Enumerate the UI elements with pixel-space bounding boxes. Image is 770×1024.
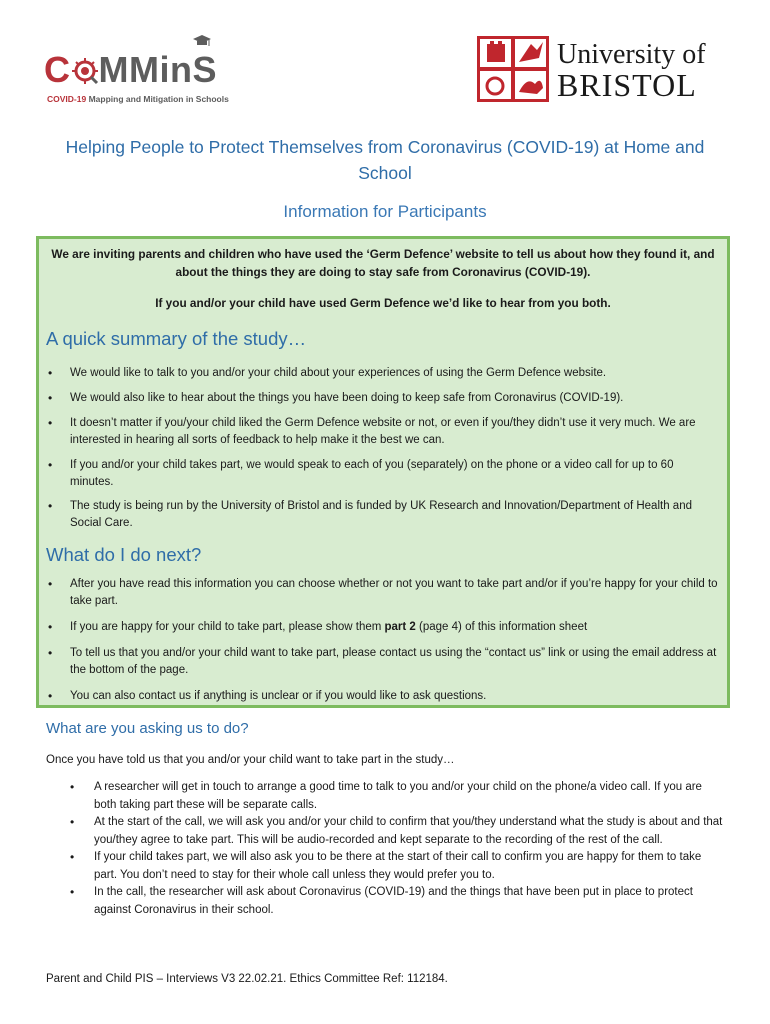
list-item: • In the call, the researcher will ask about Coronavirus (COVID-19) and the things that have been put in place to protect against Coronavirus in their school.	[68, 884, 726, 919]
list-item: • If you and/or your child takes part, we would speak to each of you (separately) on the phone or a video call for up to 60 minutes.	[46, 457, 718, 491]
list-item: • We would also like to hear about the things you have been doing to keep safe from Coronavirus (COVID-19).	[46, 390, 718, 407]
intro-paragraph: We are inviting parents and children who have used the ‘Germ Defence’ website to tell us about how they found it, and about the things they are doing to stay safe from Coronavirus (COVID-19).	[51, 247, 715, 279]
asking-heading: What are you asking us to do?	[46, 720, 249, 737]
list-item-text-end: (page 4) of this information sheet	[415, 621, 588, 633]
document-subtitle: Information for Participants	[283, 202, 487, 221]
uob-line1: University of	[557, 39, 706, 70]
uob-line2: BRISTOL	[557, 67, 697, 103]
next-steps-heading: What do I do next?	[46, 544, 202, 565]
list-item: • We would like to talk to you and/or your child about your experiences of using the Germ Defence website.	[46, 365, 718, 382]
summary-list	[46, 365, 718, 532]
list-item: • To tell us that you and/or your child want to take part, please contact us using the “contact us” link or using the email address at the bottom of the page.	[46, 645, 718, 679]
intro-callout: If you and/or your child have used Germ Defence we’d like to hear from you both.	[155, 296, 611, 310]
page-footer: Parent and Child PIS – Interviews V3 22.02.21. Ethics Committee Ref: 112184.	[46, 973, 448, 985]
university-crest-icon	[477, 36, 549, 102]
commins-tagline-rest: Mapping and Mitigation in Schools	[88, 94, 229, 104]
list-item: • It doesn’t matter if you/your child liked the Germ Defence website or not, or even if you/they didn’t use it very much. We are interested in hearing all sorts of feedback to help make it the best we can.	[46, 415, 718, 449]
university-of-bristol-logo	[477, 36, 727, 102]
summary-heading: A quick summary of the study…	[46, 328, 307, 349]
commins-logo	[44, 34, 264, 106]
list-item-bold: part 2	[384, 621, 416, 633]
asking-intro: Once you have told us that you and/or your child want to take part in the study…	[46, 754, 455, 766]
document-title: Helping People to Protect Themselves from Coronavirus (COVID-19) at Home and School	[65, 137, 705, 183]
commins-word-c: C	[44, 49, 71, 90]
list-item: • If your child takes part, we will also ask you to be there at the start of their call to confirm you are happy for them to take part. You don’t need to stay for their whole call unless they would prefer you to.	[68, 849, 726, 884]
list-item: • The study is being run by the University of Bristol and is funded by UK Research and Innovation/Department of Health and Social Care.	[46, 498, 718, 532]
virus-icon	[71, 53, 99, 81]
list-item: • At the start of the call, we will ask you and/or your child to confirm that you/they understand what the study is about and that you/they agree to take part. This will be audio-recorded and kept separate to the recording of the rest of the call.	[68, 814, 726, 849]
graduation-cap-icon	[193, 34, 211, 50]
commins-word-rest: MMinS	[98, 49, 217, 90]
list-item: • After you have read this information you can choose whether or not you want to take part and/or if you’re happy for your child to take part.	[46, 576, 718, 610]
list-item-text: If you are happy for your child to take part, please show them	[70, 621, 385, 633]
asking-list	[68, 779, 726, 919]
list-item: • A researcher will get in touch to arrange a good time to talk to you and/or your child on the phone/a video call. If you are both taking part these will be separate calls.	[68, 779, 726, 814]
commins-wordmark	[44, 50, 217, 90]
commins-tagline	[47, 94, 229, 104]
list-item	[46, 619, 718, 636]
list-item: • You can also contact us if anything is unclear or if you would like to ask questions.	[46, 688, 718, 705]
next-steps-list	[46, 576, 718, 705]
commins-tagline-covid: COVID-19	[47, 94, 87, 104]
